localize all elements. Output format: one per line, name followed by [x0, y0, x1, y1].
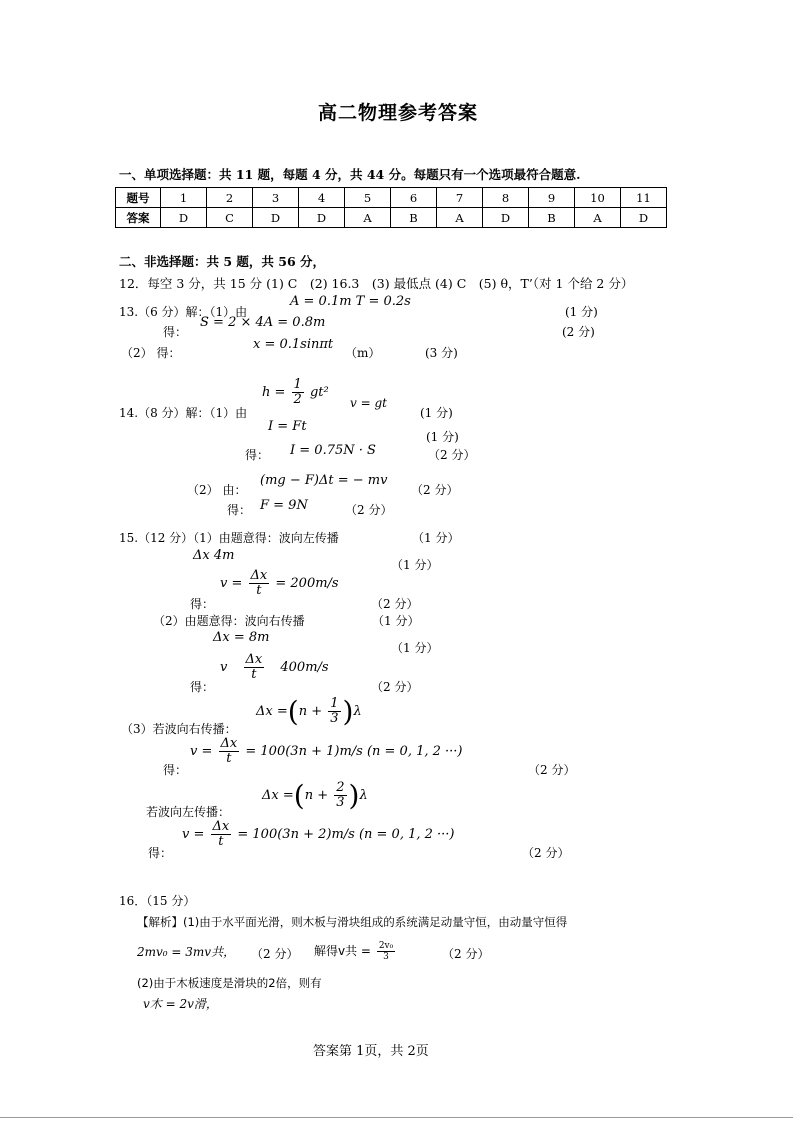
- question-number: 2: [207, 188, 253, 208]
- q13-eq1: A = 0.1m T = 0.2s: [290, 294, 411, 309]
- q15-score3: （2 分）: [371, 597, 419, 611]
- q13-score1: (1 分): [565, 305, 598, 319]
- answer-cell: D: [621, 208, 667, 228]
- q14-i-eq: I = Ft: [268, 419, 307, 434]
- q14-de2: 得：: [227, 503, 252, 517]
- q15-v4-den: t: [218, 834, 224, 849]
- section1-heading: 一、单项选择题：共 11 题，每题 4 分，共 44 分。每题只有一个选项最符合题意.: [119, 167, 581, 182]
- q15-v3-den: t: [226, 751, 232, 766]
- q15-dx3-lhs: Δx =: [256, 704, 288, 719]
- q13-label: 13.（6 分）解：（1）由: [119, 305, 248, 319]
- q14-h-fraction: [292, 378, 304, 407]
- q15-v3-lhs: v =: [190, 744, 213, 759]
- q13-eq3: x = 0.1sinπt: [253, 337, 334, 352]
- question-number: 3: [253, 188, 299, 208]
- q15-part4: 若波向左传播：: [146, 805, 231, 819]
- q13-score2: (2 分): [562, 325, 595, 339]
- answer-row: [116, 208, 667, 228]
- q16-solve-den: 3: [383, 952, 389, 962]
- q16-eq1: 2mv₀ = 3mv共，: [137, 945, 236, 959]
- q15-v2-formula: [220, 653, 329, 682]
- q15-dx4-lhs: Δx =: [262, 788, 294, 803]
- right-paren: ): [348, 779, 360, 812]
- question-number: 9: [529, 188, 575, 208]
- q15-score8: （2 分）: [522, 846, 570, 860]
- q15-score7: （2 分）: [528, 763, 576, 777]
- q15-dx3-formula: [256, 695, 362, 728]
- q15-v1-rhs: = 200m/s: [275, 576, 339, 591]
- question-number: 1: [161, 188, 207, 208]
- q13-eq2: S = 2 × 4A = 0.8m: [200, 315, 326, 330]
- section2-heading: 二、非选择题：共 5 题，共 56 分，: [119, 254, 326, 269]
- q14-part2: （2） 由：: [187, 483, 247, 497]
- q16-analysis: 【解析】(1)由于水平面光滑，则木板与滑块组成的系统满足动量守恒，由动量守恒得: [137, 915, 568, 929]
- q14-score3: （2 分）: [428, 448, 476, 462]
- q15-v4-num: Δx: [212, 819, 230, 834]
- q13-de1: 得：: [163, 325, 188, 339]
- q13-part2: （2） 得：: [121, 346, 181, 360]
- q16-part2: (2)由于木板速度是滑块的2倍，则有: [137, 976, 322, 990]
- q15-v3-num: Δx: [220, 736, 238, 751]
- q15-dx4-fraction: [334, 781, 346, 810]
- q15-v1-num: Δx: [250, 568, 268, 583]
- q15-score2: （1 分）: [391, 558, 439, 572]
- q15-v2-num: Δx: [245, 652, 263, 667]
- question-number: 8: [483, 188, 529, 208]
- q15-v1-fraction: [249, 569, 270, 598]
- question-number: 7: [437, 188, 483, 208]
- q14-momentum-eq: (mg − F)Δt = − mv: [260, 473, 388, 488]
- left-paren: (: [293, 779, 305, 812]
- q15-score4: （1 分）: [372, 614, 420, 628]
- q15-v1-den: t: [256, 583, 262, 598]
- q14-h-den: 2: [293, 392, 302, 407]
- question-number: 10: [575, 188, 621, 208]
- q15-dx4-num: 2: [336, 780, 345, 795]
- q15-v4-fraction: [211, 820, 232, 849]
- q15-dx3-lambda: λ: [353, 704, 362, 719]
- q16-solve: [314, 941, 397, 962]
- q14-de1: 得：: [245, 448, 270, 462]
- q15-v2-rhs: 400m/s: [280, 660, 329, 675]
- q16-solve-text: 解得v共 =: [314, 944, 371, 958]
- q16-solve-fraction: [377, 941, 395, 962]
- q15-v3-fraction: [219, 737, 240, 766]
- q15-v2-den: t: [251, 667, 257, 682]
- q15-dx4-n: n +: [304, 788, 329, 803]
- q15-v3-rhs: = 100(3n + 1)m/s (n = 0, 1, 2 ···): [245, 744, 463, 759]
- q14-h-rhs: gt²: [309, 385, 329, 400]
- q15-v2-lhs: v: [220, 660, 228, 675]
- q13-unit3: （m）: [345, 346, 381, 360]
- row-header-question: 题号: [116, 188, 161, 208]
- q13-score3: (3 分): [425, 346, 458, 360]
- q15-part3: （3）若波向右传播：: [121, 722, 237, 736]
- q15-de2: 得：: [190, 680, 215, 694]
- answer-cell: D: [483, 208, 529, 228]
- q15-v4-rhs: = 100(3n + 2)m/s (n = 0, 1, 2 ···): [237, 827, 455, 842]
- q16-eq2: v木 = 2v滑，: [143, 997, 218, 1011]
- question-number: 6: [391, 188, 437, 208]
- q15-dx4-den: 3: [336, 795, 345, 810]
- page-footer: 答案第 1页，共 2页: [313, 1044, 429, 1059]
- question-number: 4: [299, 188, 345, 208]
- answer-cell: C: [207, 208, 253, 228]
- answer-cell: D: [299, 208, 345, 228]
- q14-score2: (1 分): [426, 430, 459, 444]
- question-number: 11: [621, 188, 667, 208]
- q15-dx3-num: 1: [330, 696, 339, 711]
- q14-score4: （2 分）: [411, 483, 459, 497]
- q15-dx3-n: n +: [298, 704, 323, 719]
- q14-score5: （2 分）: [345, 503, 393, 517]
- answer-cell: B: [529, 208, 575, 228]
- q15-de1: 得：: [190, 597, 215, 611]
- right-paren: ): [342, 695, 354, 728]
- q15-label: 15.（12 分）（1）由题意得：波向左传播: [119, 531, 339, 545]
- q14-h-lhs: h =: [262, 385, 286, 400]
- q14-i-value: I = 0.75N · S: [290, 443, 376, 458]
- q15-de3: 得：: [163, 763, 188, 777]
- q15-score1: （1 分）: [412, 531, 460, 545]
- answer-cell: D: [161, 208, 207, 228]
- q14-label: 14.（8 分）解：（1）由: [119, 406, 248, 420]
- left-paren: (: [287, 695, 299, 728]
- question-number: 5: [345, 188, 391, 208]
- q15-v1-formula: [220, 569, 339, 598]
- q14-f-value: F = 9N: [260, 498, 308, 513]
- q16-score2: （2 分）: [442, 947, 490, 961]
- q16-solve-num: 2v₀: [378, 941, 394, 951]
- q15-v2-fraction: [244, 653, 265, 682]
- q15-v4-lhs: v =: [182, 827, 205, 842]
- q15-score6: （2 分）: [371, 680, 419, 694]
- question-number-row: [116, 188, 667, 208]
- q14-v-eq: v = gt: [350, 396, 387, 410]
- q15-dx4-lambda: λ: [359, 788, 368, 803]
- q14-h-formula: [262, 378, 329, 407]
- row-header-answer: 答案: [116, 208, 161, 228]
- q15-dx2: Δx = 8m: [213, 630, 270, 645]
- answer-cell: A: [575, 208, 621, 228]
- q14-score1: (1 分): [420, 406, 453, 420]
- q15-v3-formula: [190, 737, 463, 766]
- answer-cell: A: [345, 208, 391, 228]
- answer-cell: A: [437, 208, 483, 228]
- q15-dx3-den: 3: [330, 711, 339, 726]
- q14-h-num: 1: [293, 377, 302, 392]
- q12-answer: 12．每空 3 分，共 15 分 (1) C (2) 16.3 (3) 最低点 (4) C (5) θ，T’（对 1 个给 2 分）: [119, 276, 634, 291]
- q15-v1-lhs: v =: [220, 576, 243, 591]
- q15-v4-formula: [182, 820, 455, 849]
- q15-dx4-formula: [262, 779, 368, 812]
- q15-dx1: Δx 4m: [193, 548, 235, 563]
- q15-part2: （2）由题意得：波向右传播: [153, 614, 305, 628]
- answer-cell: D: [253, 208, 299, 228]
- page-bottom-divider: [0, 1117, 793, 1118]
- page-title: 高二物理参考答案: [318, 102, 479, 124]
- q16-score1: （2 分）: [251, 947, 299, 961]
- q15-score5: （1 分）: [391, 641, 439, 655]
- q16-label: 16．（15 分）: [119, 894, 196, 908]
- q15-dx3-fraction: [328, 697, 340, 726]
- q15-de4: 得：: [148, 846, 173, 860]
- answer-cell: B: [391, 208, 437, 228]
- answer-table: [115, 187, 667, 228]
